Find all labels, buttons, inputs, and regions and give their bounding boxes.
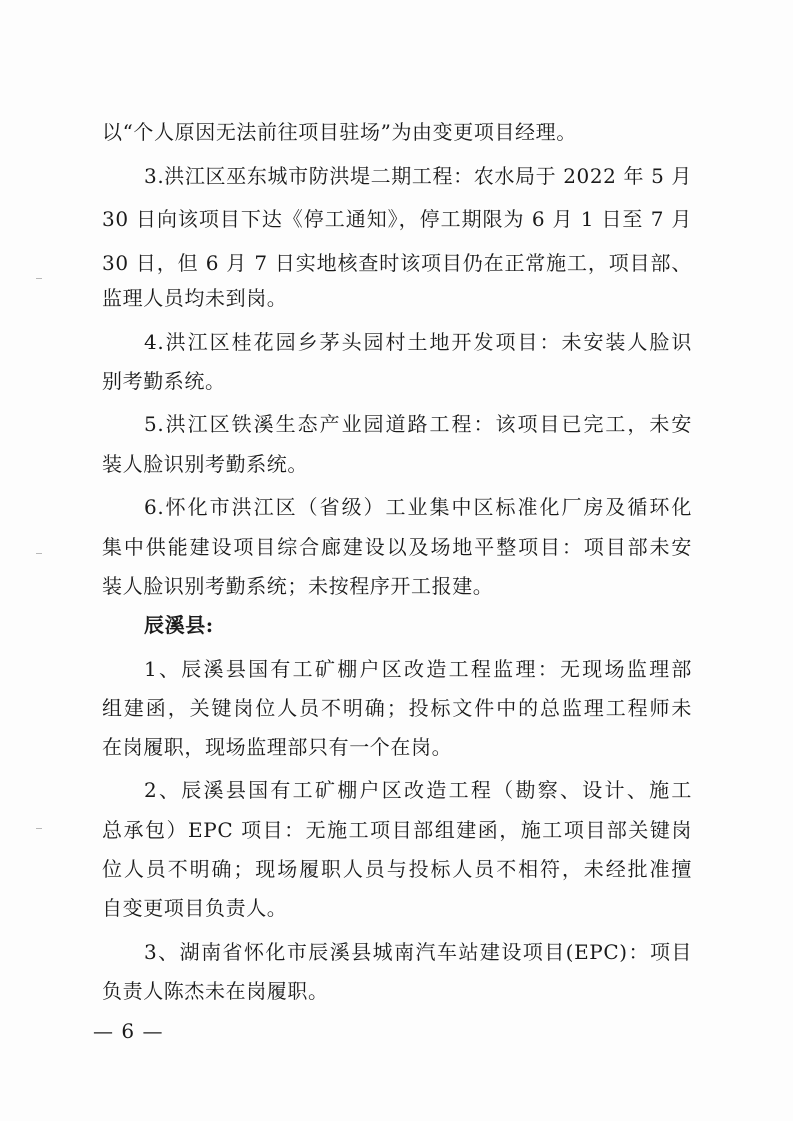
text-line: 6.怀化市洪江区（省级）工业集中区标准化厂房及循环化 — [144, 495, 692, 519]
page-number: — 6 — — [93, 1019, 164, 1043]
text-line: 1、辰溪县国有工矿棚户区改造工程监理：无现场监理部 — [144, 657, 692, 681]
text-line: 负责人陈杰未在岗履职。 — [102, 979, 329, 1003]
text-line: 装人脸识别考勤系统。 — [102, 452, 308, 476]
text-line: 在岗履职，现场监理部只有一个在岗。 — [102, 735, 453, 759]
text-line: 2、辰溪县国有工矿棚户区改造工程（勘察、设计、施工 — [144, 778, 692, 802]
text-line: 30 日，但 6 月 7 日实地核查时该项目仍在正常施工，项目部、 — [102, 251, 692, 275]
text-line: 3、湖南省怀化市辰溪县城南汽车站建设项目(EPC)：项目 — [144, 940, 692, 964]
text-line: 4.洪江区桂花园乡茅头园村土地开发项目：未安装人脸识 — [144, 330, 692, 354]
text-line: 集中供能建设项目综合廊建设以及场地平整项目：项目部未安 — [102, 535, 692, 559]
text-line: 装人脸识别考勤系统；未按程序开工报建。 — [102, 574, 494, 598]
margin-mark — [36, 828, 42, 829]
text-line: 自变更项目负责人。 — [102, 896, 288, 920]
margin-mark — [36, 278, 42, 279]
text-line: 组建函，关键岗位人员不明确；投标文件中的总监理工程师未 — [102, 696, 692, 720]
text-line: 监理人员均未到岗。 — [102, 286, 288, 310]
text-line: 总承包）EPC 项目：无施工项目部组建函，施工项目部关键岗 — [102, 818, 692, 842]
text-line: 别考勤系统。 — [102, 369, 226, 393]
text-line: 位人员不明确；现场履职人员与投标人员不相符，未经批准擅 — [102, 857, 692, 881]
margin-mark — [36, 553, 42, 554]
text-line: 30 日向该项目下达《停工通知》，停工期限为 6 月 1 日至 7 月 — [102, 207, 692, 231]
text-line: 3.洪江区巫东城市防洪堤二期工程：农水局于 2022 年 5 月 — [144, 164, 692, 188]
text-line: 以“个人原因无法前往项目驻场”为由变更项目经理。 — [102, 120, 577, 144]
text-line: 5.洪江区铁溪生态产业园道路工程：该项目已完工，未安 — [144, 412, 692, 436]
section-heading: 辰溪县: — [144, 613, 214, 637]
